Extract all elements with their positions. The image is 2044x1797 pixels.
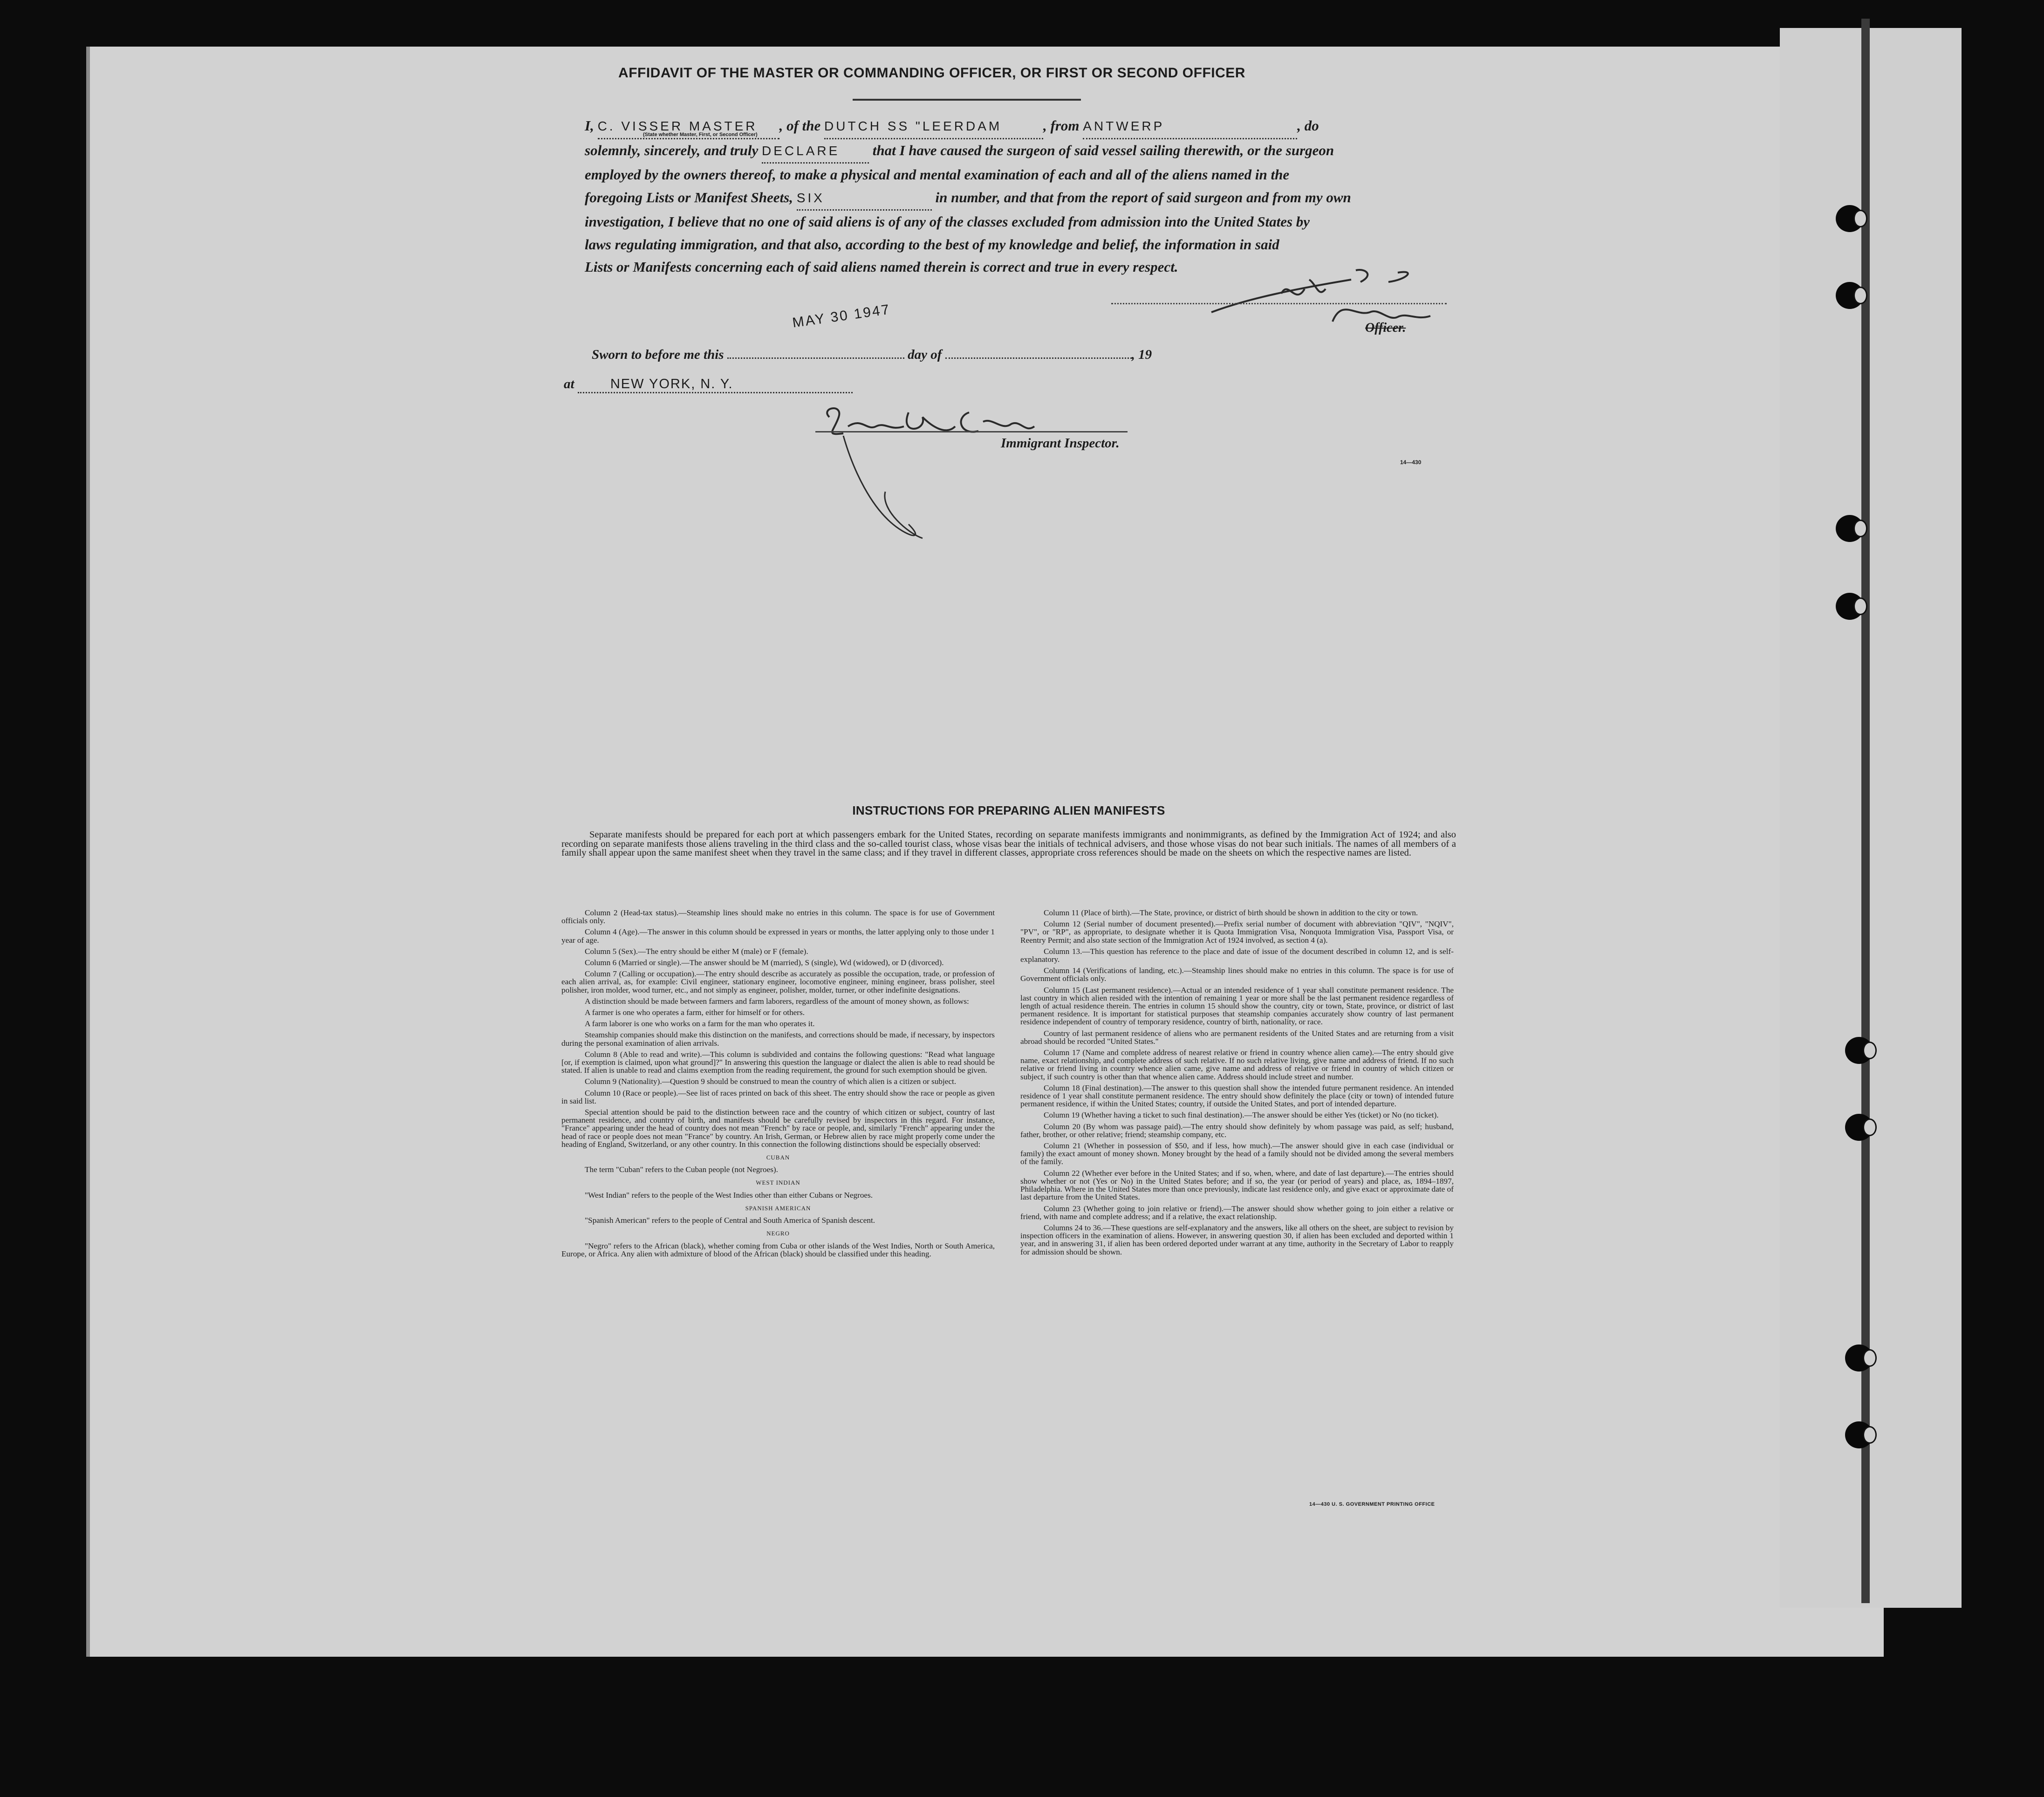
vessel-name-field: DUTCH SS "LEERDAM <box>824 115 1043 139</box>
binder-hole-icon <box>1845 1037 1873 1064</box>
negro-definition: "Negro" refers to the African (black), whether coming from Cuba or other islands of the West Indies, North or South America, Europe, or Africa. Any alien with admixture of blood of the African (black) should be classified under this heading. <box>561 1241 995 1258</box>
declaration-text: foregoing Lists or Manifest Sheets, <box>585 189 793 206</box>
declaration-text: solemnly, sincerely, and truly <box>585 142 759 158</box>
place-line <box>564 377 890 393</box>
officer-type-hint: (State whether Master, First, or Second Officer) <box>643 132 758 137</box>
cuban-heading: CUBAN <box>766 1154 790 1161</box>
negro-heading: NEGRO <box>766 1230 790 1237</box>
instruction-paragraph: Column 15 (Last permanent residence).—Actual or an intended residence of 1 year shall constitute permanent residence. The last country in which alien resided with the intention of remaining 1 year or more shall be the last permanent residence regardless of length of actual residence therein. The entries in column 15 should show the country, city or town, State, province, or district of last permanent residence. It is important for statistical purposes that steamship companies accurately show country of last permanent residence independent of country of temporary residence, country of birth, nationality, or race. <box>1020 985 1454 1027</box>
day-of-label: day of <box>908 347 942 362</box>
instruction-paragraph: Column 22 (Whether ever before in the United States; and if so, when, where, and date of last departure).—The entries should show whether or not (Yes or No) in the United States before; and if so, the year (or period of years) and place, as, 1894–1897, Philadelphia. Where in the United States more than once previously, indicate last residence only, and give exact or approximate date of last departure from the United States. <box>1020 1168 1454 1202</box>
declaration-text: that I have caused the surgeon of said vessel sailing therewith, or the surgeon <box>872 142 1334 158</box>
declaration-text: employed by the owners thereof, to make a physical and mental examination of each and all of the aliens named in the <box>585 166 1290 183</box>
binder-hole-icon <box>1836 282 1864 309</box>
instruction-paragraph: Country of last permanent residence of aliens who are permanent residents of the United States and are returning from a visit abroad should be recorded "United States." <box>1020 1029 1454 1046</box>
instruction-paragraph: Column 12 (Serial number of document presented).—Prefix serial number of document with abbreviation "QIV", "NQIV", "PV", or "RP", as appropriate, to designate whether it is Quota Immigration Visa, Nonquota Immigration Visa, Passport Visa, or Reentry Permit; and also state section of the Immigration Act of 1924 involved, as section 4 (a). <box>1020 919 1454 945</box>
adjacent-page-edge <box>1780 28 1962 1608</box>
month-field <box>945 357 1132 359</box>
from-label: , from <box>1043 117 1080 134</box>
inspector-label: Immigrant Inspector. <box>1001 436 1120 451</box>
i-label: I, <box>585 117 594 134</box>
binder-hole-icon <box>1836 205 1864 232</box>
year-label: , 19 <box>1131 347 1152 362</box>
binder-hole-icon <box>1836 515 1864 542</box>
sworn-line <box>592 347 1221 363</box>
west-indian-heading: WEST INDIAN <box>756 1179 800 1187</box>
instruction-paragraph: Column 6 (Married or single).—The answer should be M (married), S (single), Wd (widowed), or D (divorced). <box>585 958 944 967</box>
instruction-paragraph: A distinction should be made between farmers and farm laborers, regardless of the amount of money shown, as follows: <box>585 996 969 1006</box>
instructions-intro: Separate manifests should be prepared for each port at which passengers embark for the United States, recording on separate manifests immigrants and nonimmigrants, as defined by the Immigration Act of 1924; and also recording on separate manifests those aliens traveling in the third class and the so-called tourist class, whose visas bear the initials of technical advisers, and those whose visas do not bear such initials. The names of all members of a family shall appear upon the same manifest sheet when they travel in the same class; and if they travel in different classes, appropriate cross references should be made on the sheets on which the respective names are listed. <box>561 830 1456 858</box>
instruction-paragraph: Column 20 (By whom was passage paid).—The entry should show definitely by whom passage was paid, as self; husband, father, brother, or other relative; friend; steamship company, etc. <box>1020 1122 1454 1139</box>
spanish-american-heading: SPANISH AMERICAN <box>745 1204 811 1212</box>
date-stamp: MAY 30 1947 <box>791 302 892 331</box>
inspector-signature-line <box>815 431 1128 432</box>
sheet-count-field: SIX <box>797 187 932 211</box>
at-label: at <box>564 377 574 391</box>
instruction-paragraph: Column 13.—This question has reference to the place and date of issue of the document described in column 12, and is self-explanatory. <box>1020 947 1454 964</box>
affidavit-title: AFFIDAVIT OF THE MASTER OR COMMANDING OFFICER, OR FIRST OR SECOND OFFICER <box>618 65 1245 81</box>
cuban-definition: The term "Cuban" refers to the Cuban people (not Negroes). <box>585 1165 778 1174</box>
instruction-paragraph: Column 2 (Head-tax status).—Steamship lines should make no entries in this column. The space is for use of Government officials only. <box>561 908 995 926</box>
instruction-paragraph: Column 4 (Age).—The answer in this column should be expressed in years or months, the latter applying only to those under 1 year of age. <box>561 927 995 945</box>
instruction-paragraph: Special attention should be paid to the distinction between race and the country of which citizen or subject, country of last permanent residence, and country of birth, and manifests should be carefully revised by inspectors in this regard. For instance, "France" appearing under the head of country does not mean "French" by race or people, and, similarly "French" appearing under the head of race or people does not mean "France" by country. An Irish, German, or Hebrew alien by race might properly come under the heading of England, Switzerland, or any other country. In this connection the following distinctions should be especially observed: <box>561 1108 995 1149</box>
instruction-paragraph: Column 23 (Whether going to join relative or friend).—The answer should show whether going to join either a relative or friend, with name and complete address; and if a relative, the exact relationship. <box>1020 1204 1454 1221</box>
officer-label: Officer. <box>1365 321 1406 335</box>
declaration-text: laws regulating immigration, and that also, according to the best of my knowledge and belief, the information in said <box>585 236 1279 253</box>
west-indian-definition: "West Indian" refers to the people of the West Indies other than either Cubans or Negroes. <box>585 1190 873 1200</box>
inspector-signature <box>815 398 1095 552</box>
binder-hole-icon <box>1845 1421 1873 1448</box>
instruction-paragraph: Column 7 (Calling or occupation).—The entry should describe as accurately as possible the occupation, trade, or profession of each alien arrival, as, for example: Civil engineer, stationary engineer, locomotive engineer, mining engineer, brass polisher, steel polisher, iron molder, wood turner, etc., and not simply as engineer, polisher, molder, turner, or other indefinite designations. <box>561 969 995 995</box>
place-field: NEW YORK, N. Y. <box>578 377 853 393</box>
instruction-paragraph: Column 9 (Nationality).—Question 9 should be construed to mean the country of which alien is a citizen or subject. <box>585 1077 957 1086</box>
instruction-paragraph: Column 17 (Name and complete address of nearest relative or friend in country whence alien came).—The entry should give name, exact relationship, and complete address of such relative. If no such relative living, give name and address of friend. If no such relative or friend living in country whence alien came, give name and address of relative or friend in country of which citizen or subject, if such country is other than that whence alien came. Address should include street and number. <box>1020 1048 1454 1081</box>
instruction-paragraph: Column 8 (Able to read and write).—This column is subdivided and contains the following questions: "Read what language [or, if exemption is claimed, upon what ground]?" In answering this question the language or dialect the alien is able to read should be stated. If alien is unable to read and claims exemption from the reading requirement, the ground for such exemption should be given. <box>561 1049 995 1075</box>
do-label: , do <box>1297 117 1319 134</box>
instruction-paragraph: Column 14 (Verifications of landing, etc.).—Steamship lines should make no entries in this column. The space is for use of Government officials only. <box>1020 966 1454 983</box>
declaration-text: Lists or Manifests concerning each of said aliens named therein is correct and true in every respect. <box>585 259 1178 275</box>
instruction-paragraph: Steamship companies should make this distinction on the manifests, and corrections should be made, if necessary, by inspectors during the personal examination of alien arrivals. <box>561 1030 995 1048</box>
affidavit-body <box>585 115 1451 279</box>
declare-field: DECLARE <box>762 140 869 164</box>
title-rule <box>853 99 1081 101</box>
instructions-right-column <box>1020 909 1454 1259</box>
declaration-text: in number, and that from the report of said surgeon and from my own <box>935 189 1351 206</box>
instruction-paragraph: Column 18 (Final destination).—The answer to this question shall show the intended future permanent residence. An intended residence of 1 year shall constitute permanent residence. The entry should show definitely the place (city or town) of intended future permanent residence, if within the United States; country, if outside the United States, and port of intended departure. <box>1020 1083 1454 1109</box>
day-field <box>727 357 904 359</box>
sworn-label: Sworn to before me this <box>592 347 724 362</box>
instruction-paragraph: A farmer is one who operates a farm, either for himself or for others. <box>585 1008 805 1017</box>
binder-hole-icon <box>1845 1114 1873 1141</box>
instruction-paragraph: Column 21 (Whether in possession of $50, and if less, how much).—The answer should give in each case (individual or family) the exact amount of money shown. Money brought by the head of a family should not be divided among the several members of the family. <box>1020 1141 1454 1166</box>
binder-hole-icon <box>1836 593 1864 620</box>
printing-office-footer: 14—430 U. S. GOVERNMENT PRINTING OFFICE <box>1309 1502 1435 1507</box>
instructions-title: INSTRUCTIONS FOR PREPARING ALIEN MANIFESTS <box>852 803 1165 817</box>
of-the-label: , of the <box>779 117 821 134</box>
instruction-paragraph: Column 11 (Place of birth).—The State, province, or district of birth should be shown in addition to the city or town. <box>1044 908 1418 917</box>
declaration-text: investigation, I believe that no one of said aliens is of any of the classes excluded from admission into the United States by <box>585 213 1310 230</box>
spanish-american-definition: "Spanish American" refers to the people of Central and South America of Spanish descent. <box>585 1216 875 1225</box>
instruction-paragraph: Column 10 (Race or people).—See list of races printed on back of this sheet. The entry should show the race or people as given in said list. <box>561 1088 995 1105</box>
form-number: 14—430 <box>1400 459 1422 466</box>
port-field: ANTWERP <box>1083 115 1297 139</box>
master-signature-line <box>1111 303 1447 304</box>
master-name-field: C. VISSER MASTER <box>598 115 779 139</box>
instruction-paragraph: A farm laborer is one who works on a farm for the man who operates it. <box>585 1019 815 1029</box>
binder-hole-icon <box>1845 1344 1873 1372</box>
instructions-left-column <box>561 909 995 1261</box>
instruction-paragraph: Column 19 (Whether having a ticket to such final destination).—The answer should be either Yes (ticket) or No (no ticket). <box>1044 1111 1439 1120</box>
instruction-paragraph: Columns 24 to 36.—These questions are self-explanatory and the answers, like all others on the sheet, are subject to revision by inspection officers in the examination of aliens. However, in answering question 30, if alien has been excluded and deported within 1 year, and in answering 31, if alien has been ordered deported under warrant at any time, authority in the Secretary of Labor to reapply for admission should be shown. <box>1020 1223 1454 1256</box>
instruction-paragraph: Column 5 (Sex).—The entry should be either M (male) or F (female). <box>585 947 808 956</box>
